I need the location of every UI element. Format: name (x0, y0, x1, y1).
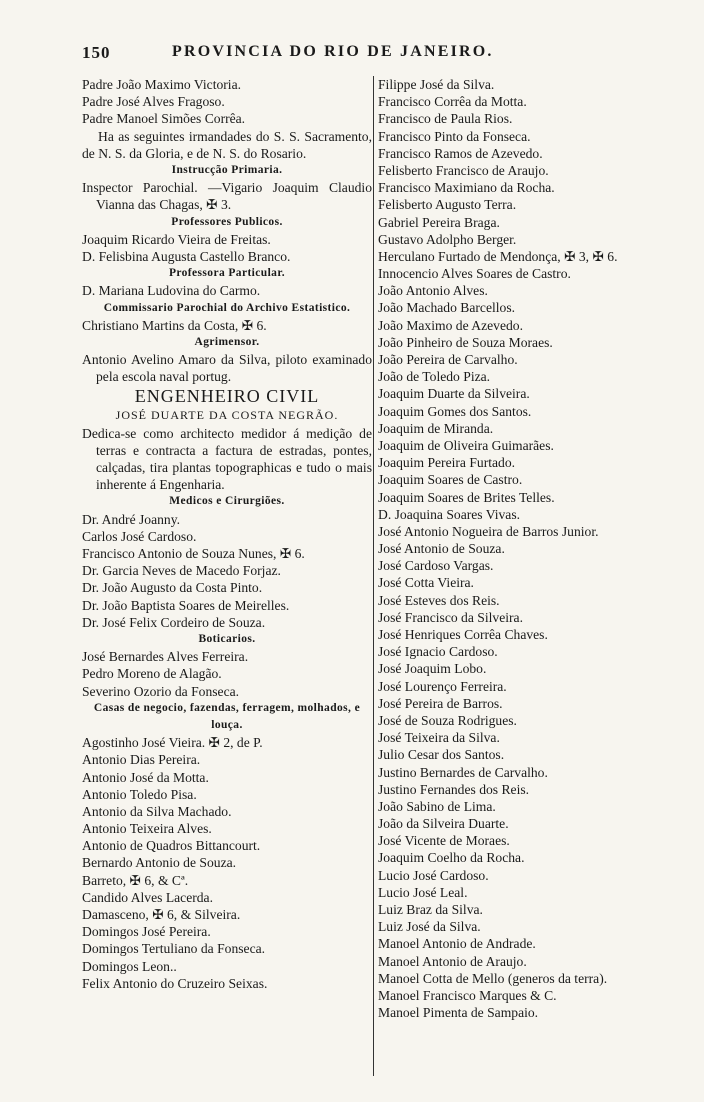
list-item: D. Mariana Ludovina do Carmo. (82, 283, 261, 299)
list-item: Manoel Francisco Marques & C. (378, 987, 557, 1003)
list-item: Antonio de Quadros Bittancourt. (82, 838, 261, 854)
list-item: Joaquim Coelho da Rocha. (378, 850, 525, 866)
list-item: Antonio Dias Pereira. (82, 752, 201, 768)
list-item: Carlos José Cardoso. (82, 528, 197, 544)
list-item: Luiz José da Silva. (378, 919, 481, 935)
section-heading: Agrimensor. (194, 335, 260, 348)
list-item: Justino Bernardes de Carvalho. (378, 764, 548, 780)
list-item: João Pinheiro de Souza Moraes. (378, 334, 553, 350)
list-item: José Francisco da Silveira. (378, 609, 523, 625)
list-item: Innocencio Alves Soares de Castro. (378, 266, 571, 282)
list-item: Dr. João Baptista Soares de Meirelles. (82, 597, 290, 613)
page-number: 150 (82, 43, 111, 62)
left-column (82, 76, 372, 992)
list-item: Christiano Martins da Costa, ✠ 6. (82, 317, 267, 333)
list-item: José Esteves dos Reis. (378, 592, 500, 608)
section-heading: Instrucção Primaria. (171, 163, 283, 176)
list-item: José Teixeira da Silva. (378, 730, 500, 746)
list-item: José Cotta Vieira. (378, 575, 474, 591)
section-heading: Casas de negocio, fazendas, ferragem, molhados, e louça. (93, 701, 361, 731)
list-item: Manoel Antonio de Araujo. (378, 953, 527, 969)
list-item: João Machado Barcellos. (378, 300, 516, 316)
list-item: Damasceno, ✠ 6, & Silveira. (82, 907, 241, 923)
list-item: José Pereira de Barros. (378, 695, 503, 711)
list-item: Severino Ozorio da Fonseca. (82, 683, 240, 699)
list-item: Herculano Furtado de Mendonça, ✠ 3, ✠ 6. (378, 248, 618, 264)
list-item: Domingos José Pereira. (82, 924, 211, 940)
list-item: Antonio Toledo Pisa. (82, 786, 197, 802)
section-heading: Professores Publicos. (171, 215, 283, 228)
section-heading: Professora Particular. (168, 267, 286, 280)
list-item: João Maximo de Azevedo. (378, 317, 523, 333)
list-item: Gabriel Pereira Braga. (378, 214, 500, 230)
list-item: Manoel Cotta de Mello (generos da terra). (378, 970, 608, 986)
list-item: Dr. José Felix Cordeiro de Souza. (82, 614, 266, 630)
list-item: José Ignacio Cardoso. (378, 644, 498, 660)
list-item: Justino Fernandes dos Reis. (378, 781, 530, 797)
list-item: João Pereira de Carvalho. (378, 352, 518, 368)
list-item: Francisco Maximiano da Rocha. (378, 180, 555, 196)
paragraph: Ha as seguintes irmandades do S. S. Sacramento, de N. S. da Gloria, e de N. S. do Rosario. (82, 128, 372, 161)
list-item: Joaquim Duarte da Silveira. (378, 386, 530, 402)
list-item: Francisco Corrêa da Motta. (378, 94, 527, 110)
list-item: José Joaquim Lobo. (378, 661, 487, 677)
list-item: Felix Antonio do Cruzeiro Seixas. (82, 975, 268, 991)
list-item: Dr. João Augusto da Costa Pinto. (82, 580, 263, 596)
section-heading: Medicos e Cirurgiões. (169, 495, 285, 508)
list-item: Joaquim Pereira Furtado. (378, 455, 516, 471)
list-item: Dr. Garcia Neves de Macedo Forjaz. (82, 563, 281, 579)
list-item: João da Silveira Duarte. (378, 816, 509, 832)
list-item: Antonio Avelino Amaro da Silva, piloto examinado pela escola naval portug. (82, 352, 372, 385)
list-item: Lucio José Cardoso. (378, 867, 489, 883)
list-item: Antonio Teixeira Alves. (82, 821, 212, 837)
list-item: Filippe José da Silva. (378, 77, 495, 92)
list-item: D. Joaquina Soares Vivas. (378, 506, 521, 522)
list-item: Dr. André Joanny. (82, 511, 181, 527)
list-item: Francisco Antonio de Souza Nunes, ✠ 6. (82, 546, 305, 562)
list-item: José Antonio Nogueira de Barros Junior. (378, 523, 599, 539)
list-item: Manoel Antonio de Andrade. (378, 936, 536, 952)
list-item: Joaquim Ricardo Vieira de Freitas. (82, 231, 271, 247)
list-item: Joaquim de Miranda. (378, 420, 494, 436)
list-item: Felisberto Francisco de Araujo. (378, 162, 549, 178)
list-item: Domingos Tertuliano da Fonseca. (82, 941, 266, 957)
list-item: Francisco Ramos de Azevedo. (378, 145, 543, 161)
column-divider (373, 76, 374, 1076)
running-title: PROVINCIA DO RIO DE JANEIRO. (172, 43, 494, 60)
list-item: Bernardo Antonio de Souza. (82, 855, 237, 871)
list-item: José de Souza Rodrigues. (378, 712, 517, 728)
list-item: José Cardoso Vargas. (378, 558, 494, 574)
list-item: Gustavo Adolpho Berger. (378, 231, 517, 247)
section-heading: Boticarios. (198, 632, 256, 645)
list-item: João de Toledo Piza. (378, 369, 491, 385)
advert-name: JOSÉ DUARTE DA COSTA NEGRÃO. (115, 408, 339, 423)
list-item: João Sabino de Lima. (378, 798, 496, 814)
list-item: Padre Manoel Simões Corrêa. (82, 111, 246, 127)
list-item: Lucio José Leal. (378, 884, 468, 900)
list-item: Joaquim de Oliveira Guimarães. (378, 437, 554, 453)
list-item: Manoel Pimenta de Sampaio. (378, 1005, 539, 1021)
list-item: José Henriques Corrêa Chaves. (378, 627, 548, 643)
list-item: João Antonio Alves. (378, 283, 488, 299)
list-item: José Vicente de Moraes. (378, 833, 510, 849)
list-item: Julio Cesar dos Santos. (378, 747, 505, 763)
list-item: Candido Alves Lacerda. (82, 889, 213, 905)
list-item: José Antonio de Souza. (378, 541, 505, 557)
right-column (378, 76, 678, 1021)
list-item: José Lourenço Ferreira. (378, 678, 507, 694)
list-item: Joaquim Gomes dos Santos. (378, 403, 532, 419)
list-item: Francisco de Paula Rios. (378, 111, 513, 127)
list-item: Antonio José da Motta. (82, 769, 209, 785)
list-item: D. Felisbina Augusta Castello Branco. (82, 248, 291, 264)
list-item: Joaquim Soares de Castro. (378, 472, 523, 488)
list-item: Domingos Leon.. (82, 958, 177, 974)
list-item: Padre José Alves Fragoso. (82, 94, 225, 110)
advert-title: ENGENHEIRO CIVIL (134, 386, 320, 407)
list-item: Luiz Braz da Silva. (378, 902, 483, 918)
list-item: Agostinho José Vieira. ✠ 2, de P. (82, 735, 263, 751)
list-item: José Bernardes Alves Ferreira. (82, 649, 249, 665)
list-item: Felisberto Augusto Terra. (378, 197, 517, 213)
list-item: Inspector Parochial. —Vigario Joaquim Claudio Vianna das Chagas, ✠ 3. (82, 180, 372, 213)
list-item: Padre João Maximo Victoria. (82, 77, 242, 92)
section-heading: Commissario Parochial do Archivo Estatistico. (103, 301, 351, 314)
list-item: Barreto, ✠ 6, & Cª. (82, 872, 189, 888)
list-item: Pedro Moreno de Alagão. (82, 666, 222, 682)
list-item: Francisco Pinto da Fonseca. (378, 128, 531, 144)
list-item: Joaquim Soares de Brites Telles. (378, 489, 555, 505)
advert-text: Dedica-se como architecto medidor á medição de terras e contracta a factura de estradas, pontes, calçadas, tira plantas topographicas e tudo o mais inherente á Engenharia. (82, 425, 372, 493)
list-item: Antonio da Silva Machado. (82, 803, 232, 819)
